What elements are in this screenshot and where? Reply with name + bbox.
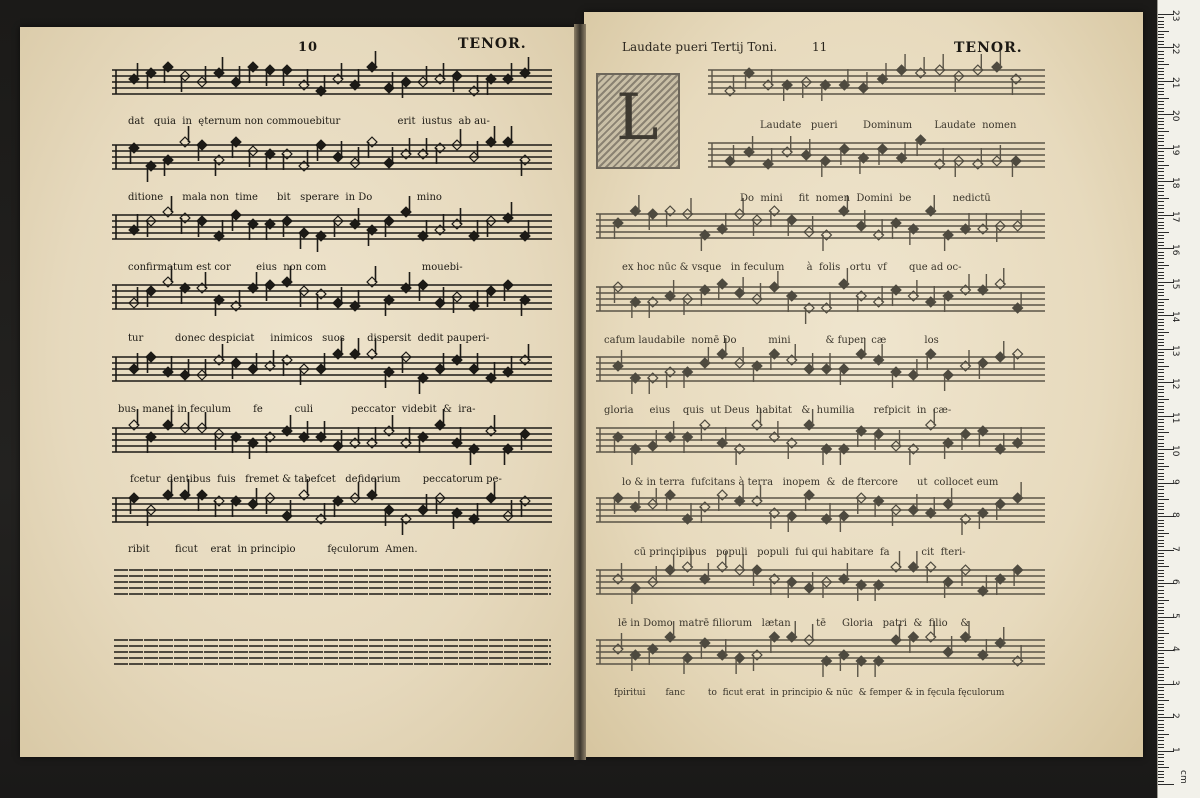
ruler-tick	[1158, 332, 1169, 333]
measurement-ruler	[1157, 0, 1200, 798]
ruler-tick	[1158, 570, 1164, 571]
ruler-tick	[1158, 54, 1164, 55]
ruler-tick	[1158, 486, 1164, 487]
left-part-name: TENOR.	[458, 36, 527, 52]
ruler-tick	[1158, 128, 1164, 129]
ruler-tick	[1158, 27, 1164, 28]
ruler-number: 6	[1170, 579, 1180, 585]
ruler-tick	[1158, 17, 1164, 18]
ruler-tick	[1158, 422, 1164, 423]
ruler-tick	[1158, 777, 1164, 778]
ruler-tick	[1158, 302, 1164, 303]
ruler-tick	[1158, 118, 1164, 119]
ruler-tick	[1158, 235, 1164, 236]
left-staff-6	[112, 409, 552, 465]
ruler-tick	[1158, 98, 1169, 99]
ruler-number: 12	[1170, 378, 1180, 390]
ruler-tick	[1158, 620, 1164, 621]
ruler-tick	[1158, 513, 1164, 514]
ruler-tick	[1158, 720, 1164, 721]
ruler-tick	[1158, 747, 1164, 748]
ruler-tick	[1158, 41, 1164, 42]
ruler-tick	[1158, 463, 1164, 464]
ruler-tick	[1158, 412, 1164, 413]
ruler-tick	[1158, 74, 1164, 75]
ruler-tick	[1158, 740, 1164, 741]
ruler-tick	[1158, 704, 1164, 705]
ruler-tick	[1158, 523, 1164, 524]
ruler-tick	[1158, 366, 1169, 367]
ruler-tick	[1158, 784, 1174, 785]
ruler-number: 22	[1170, 43, 1180, 55]
ruler-tick	[1158, 185, 1164, 186]
ruler-tick	[1158, 61, 1164, 62]
ruler-tick	[1158, 369, 1164, 370]
ruler-tick	[1158, 111, 1164, 112]
ruler-tick	[1158, 697, 1164, 698]
ruler-tick	[1158, 677, 1164, 678]
ruler-tick	[1158, 469, 1164, 470]
left-lyric-line-5: bus manet in feculum fe culi peccator videbit & ira-	[118, 404, 476, 415]
right-staff-7	[596, 482, 1045, 535]
ruler-tick	[1158, 168, 1164, 169]
ruler-tick	[1158, 165, 1169, 166]
ruler-tick	[1158, 520, 1164, 521]
ruler-tick	[1158, 78, 1164, 79]
ruler-tick	[1158, 660, 1164, 661]
ruler-tick	[1158, 88, 1164, 89]
right-part-name: TENOR.	[954, 40, 1023, 56]
left-staff-7	[112, 479, 552, 535]
ruler-tick	[1158, 278, 1164, 279]
ruler-tick	[1158, 426, 1164, 427]
ruler-tick	[1158, 265, 1169, 266]
ruler-tick	[1158, 509, 1164, 510]
ruler-tick	[1158, 774, 1164, 775]
ruler-tick	[1158, 232, 1169, 233]
ruler-tick	[1158, 553, 1164, 554]
ruler-number: 14	[1170, 311, 1180, 323]
ruler-tick	[1158, 633, 1169, 634]
ruler-tick	[1158, 439, 1164, 440]
ruler-tick	[1158, 479, 1164, 480]
ruler-tick	[1158, 443, 1164, 444]
ruler-tick	[1158, 459, 1164, 460]
ruler-tick	[1158, 312, 1164, 313]
ruler-tick	[1158, 242, 1164, 243]
ruler-tick	[1158, 536, 1164, 537]
ruler-tick	[1158, 392, 1164, 393]
ruler-tick	[1158, 124, 1164, 125]
right-staff-5	[596, 338, 1045, 394]
ruler-tick	[1158, 352, 1164, 353]
right-staff-8	[596, 551, 1045, 604]
ruler-tick	[1158, 245, 1164, 246]
ruler-number: 2	[1170, 713, 1180, 719]
ruler-tick	[1158, 158, 1164, 159]
ruler-tick	[1158, 212, 1164, 213]
ruler-tick	[1158, 533, 1169, 534]
ruler-tick	[1158, 205, 1164, 206]
ruler-tick	[1158, 362, 1164, 363]
ruler-tick	[1158, 171, 1164, 172]
ruler-tick	[1158, 694, 1164, 695]
ruler-tick	[1158, 238, 1164, 239]
left-page-number: 10	[298, 40, 319, 55]
left-lyric-line-4: tur donec despiciat inimicos suos dispersit dedit pauperi-	[128, 333, 490, 344]
ruler-tick	[1158, 21, 1164, 22]
ruler-tick	[1158, 161, 1164, 162]
ruler-tick	[1158, 145, 1164, 146]
ruler-tick	[1158, 603, 1164, 604]
right-running-title: Laudate pueri Tertij Toni.	[622, 40, 778, 54]
ruler-tick	[1158, 339, 1164, 340]
ruler-tick	[1158, 781, 1164, 782]
ruler-tick	[1158, 319, 1164, 320]
ruler-tick	[1158, 402, 1164, 403]
ruler-tick	[1158, 453, 1164, 454]
ruler-tick	[1158, 700, 1169, 701]
right-staff-1	[708, 51, 1045, 101]
ruler-tick	[1158, 335, 1164, 336]
ruler-tick	[1158, 68, 1164, 69]
ruler-tick	[1158, 663, 1164, 664]
ruler-tick	[1158, 84, 1164, 85]
ruler-unit-label: cm	[1178, 770, 1188, 784]
ruler-tick	[1158, 386, 1164, 387]
ruler-tick	[1158, 687, 1164, 688]
ruler-tick	[1158, 359, 1164, 360]
ruler-tick	[1158, 208, 1164, 209]
ruler-tick	[1158, 643, 1164, 644]
ruler-tick	[1158, 724, 1164, 725]
ruler-tick	[1158, 771, 1164, 772]
ruler-tick	[1158, 309, 1164, 310]
ruler-tick	[1158, 446, 1164, 447]
ruler-tick	[1158, 764, 1164, 765]
ruler-tick	[1158, 101, 1164, 102]
ruler-tick	[1158, 285, 1164, 286]
ruler-tick	[1158, 131, 1169, 132]
ruler-tick	[1158, 225, 1164, 226]
ruler-tick	[1158, 473, 1164, 474]
ruler-tick	[1158, 121, 1164, 122]
ruler-tick	[1158, 376, 1164, 377]
ruler-tick	[1158, 560, 1164, 561]
ruler-tick	[1158, 399, 1169, 400]
ruler-tick	[1158, 37, 1164, 38]
ruler-tick	[1158, 680, 1164, 681]
ruler-tick	[1158, 141, 1164, 142]
ruler-number: 8	[1170, 512, 1180, 518]
ruler-tick	[1158, 540, 1164, 541]
ruler-tick	[1158, 135, 1164, 136]
ruler-tick	[1158, 727, 1164, 728]
ruler-tick	[1158, 576, 1164, 577]
ruler-tick	[1158, 195, 1164, 196]
ruler-tick	[1158, 389, 1164, 390]
ruler-tick	[1158, 757, 1164, 758]
ruler-tick	[1158, 573, 1164, 574]
ruler-tick	[1158, 767, 1169, 768]
ruler-number: 13	[1170, 344, 1180, 357]
right-lyric-line-6: lo & in terra fufcitans à terra inopem & de ftercore ut collocet eum	[622, 477, 999, 488]
ruler-tick	[1158, 674, 1164, 675]
ruler-tick	[1158, 627, 1164, 628]
left-lyric-line-2: ditione mala non time bit sperare in Do mino	[128, 192, 442, 203]
ruler-tick	[1158, 31, 1169, 32]
ruler-tick	[1158, 406, 1164, 407]
left-lyric-line-1: dat quia in ęternum non commouebitur erit iustus ab au-	[128, 116, 490, 127]
ruler-tick	[1158, 566, 1169, 567]
ruler-tick	[1158, 563, 1164, 564]
ruler-tick	[1158, 670, 1164, 671]
ruler-tick	[1158, 44, 1164, 45]
ruler-tick	[1158, 647, 1164, 648]
ruler-tick	[1158, 432, 1169, 433]
ruler-tick	[1158, 657, 1164, 658]
right-page-number: 11	[812, 40, 828, 54]
ruler-tick	[1158, 175, 1164, 176]
ruler-tick	[1158, 258, 1164, 259]
ruler-tick	[1158, 734, 1169, 735]
ruler-tick	[1158, 640, 1164, 641]
ruler-tick	[1158, 34, 1164, 35]
ruler-number: 21	[1170, 76, 1180, 89]
ruler-tick	[1158, 597, 1164, 598]
ruler-tick	[1158, 305, 1164, 306]
ruler-tick	[1158, 530, 1164, 531]
left-staff-3	[112, 196, 552, 252]
ruler-tick	[1158, 593, 1164, 594]
ruler-tick	[1158, 710, 1164, 711]
right-lyric-line-5: gloria eius quis ut Deus habitat & humilia refpicit in cæ-	[604, 405, 952, 416]
right-staff-2	[708, 135, 1045, 177]
ruler-tick	[1158, 730, 1164, 731]
ruler-tick	[1158, 252, 1164, 253]
ruler-tick	[1158, 178, 1164, 179]
ruler-number: 4	[1170, 646, 1180, 652]
left-empty-staff-2	[114, 640, 551, 664]
ruler-tick	[1158, 600, 1169, 601]
ruler-number: 16	[1170, 244, 1180, 256]
ruler-tick	[1158, 275, 1164, 276]
left-empty-staff-1	[114, 570, 551, 594]
ruler-tick	[1158, 201, 1164, 202]
right-lyric-line-1: Laudate pueri Dominum Laudate nomen	[760, 120, 1017, 131]
ruler-tick	[1158, 499, 1169, 500]
ruler-tick	[1158, 744, 1164, 745]
ruler-tick	[1158, 489, 1164, 490]
right-staff-6	[596, 409, 1045, 465]
ruler-tick	[1158, 586, 1164, 587]
ruler-tick	[1158, 653, 1164, 654]
ruler-tick	[1158, 289, 1164, 290]
right-lyric-line-3: ex hoc nūc & vsque in feculum à folis ortu vf que ad oc-	[622, 262, 962, 273]
ruler-tick	[1158, 24, 1164, 25]
ruler-number: 5	[1170, 612, 1180, 619]
ruler-tick	[1158, 667, 1169, 668]
ruler-tick	[1158, 623, 1164, 624]
left-lyric-line-6: fcetur dentibus fuis fremet & tabefcet defiderium peccatorum pe-	[130, 474, 502, 485]
ruler-tick	[1158, 409, 1164, 410]
left-staff-5	[112, 338, 552, 394]
ruler-tick	[1158, 272, 1164, 273]
ruler-tick	[1158, 580, 1164, 581]
ruler-tick	[1158, 218, 1164, 219]
ruler-tick	[1158, 466, 1169, 467]
ruler-tick	[1158, 228, 1164, 229]
ruler-number: 3	[1170, 679, 1180, 686]
left-lyric-line-3: confirmatum est cor eius non com mouebi-	[128, 262, 463, 273]
ruler-number: 9	[1170, 478, 1180, 485]
ruler-tick	[1158, 58, 1164, 59]
ruler-tick	[1158, 325, 1164, 326]
ruler-tick	[1158, 476, 1164, 477]
ruler-tick	[1158, 610, 1164, 611]
ruler-tick	[1158, 71, 1164, 72]
ruler-tick	[1158, 104, 1164, 105]
ruler-tick	[1158, 299, 1169, 300]
ruler-number: 10	[1170, 445, 1180, 457]
ruler-tick	[1158, 754, 1164, 755]
ruler-tick	[1158, 690, 1164, 691]
left-lyric-line-7: ribit ficut erat in principio fęculorum Amen.	[128, 544, 418, 555]
ruler-tick	[1158, 556, 1164, 557]
right-staff-9	[596, 621, 1045, 677]
ruler-tick	[1158, 419, 1164, 420]
ruler-tick	[1158, 342, 1164, 343]
ruler-tick	[1158, 630, 1164, 631]
right-lyric-line-4: cafum laudabile nomē Do mini & fuper cæ los	[604, 335, 939, 346]
ruler-tick	[1158, 51, 1164, 52]
right-lyric-line-8: lē in Domo matrē filiorum lætan tē Gloria patri & filio &	[618, 618, 970, 629]
right-lyric-line-7: cū principibus populi populi fui qui habitare fa cit fteri-	[634, 547, 966, 558]
ruler-tick	[1158, 198, 1169, 199]
ruler-tick	[1158, 255, 1164, 256]
left-staff-1	[112, 51, 552, 98]
ruler-number: 17	[1170, 210, 1180, 223]
ruler-tick	[1158, 108, 1164, 109]
ruler-tick	[1158, 613, 1164, 614]
ruler-number: 1	[1170, 746, 1180, 753]
ruler-number: 15	[1170, 277, 1180, 290]
ruler-tick	[1158, 456, 1164, 457]
ruler-tick	[1158, 94, 1164, 95]
ruler-tick	[1158, 526, 1164, 527]
ruler-tick	[1158, 496, 1164, 497]
ruler-tick	[1158, 64, 1169, 65]
ruler-tick	[1158, 714, 1164, 715]
left-staff-2	[112, 126, 552, 182]
ruler-tick	[1158, 268, 1164, 269]
ruler-tick	[1158, 151, 1164, 152]
ruler-tick	[1158, 262, 1164, 263]
ruler-tick	[1158, 503, 1164, 504]
ruler-tick	[1158, 737, 1164, 738]
ruler-tick	[1158, 506, 1164, 507]
ruler-tick	[1158, 546, 1164, 547]
ruler-tick	[1158, 590, 1164, 591]
ruler-number: 19	[1170, 143, 1180, 156]
ruler-tick	[1158, 155, 1164, 156]
ruler-number: 7	[1170, 545, 1180, 552]
ruler-tick	[1158, 379, 1164, 380]
ruler-tick	[1158, 322, 1164, 323]
ruler-tick	[1158, 191, 1164, 192]
ruler-tick	[1158, 345, 1164, 346]
ruler-tick	[1158, 436, 1164, 437]
ruler-tick	[1158, 761, 1164, 762]
ruler-tick	[1158, 222, 1164, 223]
ruler-tick	[1158, 355, 1164, 356]
ruler-number: 20	[1170, 110, 1180, 122]
ruler-tick	[1158, 707, 1164, 708]
ruler-tick	[1158, 91, 1164, 92]
right-lyric-line-2: Do mini fit nomen Domini be nedictū	[740, 193, 991, 204]
left-staff-4	[112, 266, 552, 316]
ruler-tick	[1158, 372, 1164, 373]
ruler-tick	[1158, 396, 1164, 397]
ruler-tick	[1158, 138, 1164, 139]
ruler-tick	[1158, 543, 1164, 544]
ruler-tick	[1158, 493, 1164, 494]
ruler-number: 23	[1170, 10, 1180, 22]
ruler-tick	[1158, 329, 1164, 330]
ruler-tick	[1158, 292, 1164, 293]
ruler-tick	[1158, 295, 1164, 296]
ruler-number: 18	[1170, 177, 1180, 189]
ruler-tick	[1158, 607, 1164, 608]
right-lyric-line-9: fpiritui fanc to ficut erat in principio & nūc & femper & in fęcula fęculorum	[614, 688, 1005, 698]
ruler-tick	[1158, 637, 1164, 638]
ruler-tick	[1158, 188, 1164, 189]
woodcut-initial-letter: L	[616, 81, 659, 155]
ruler-tick	[1158, 429, 1164, 430]
ruler-number: 11	[1170, 411, 1180, 424]
right-staff-4	[596, 268, 1045, 324]
